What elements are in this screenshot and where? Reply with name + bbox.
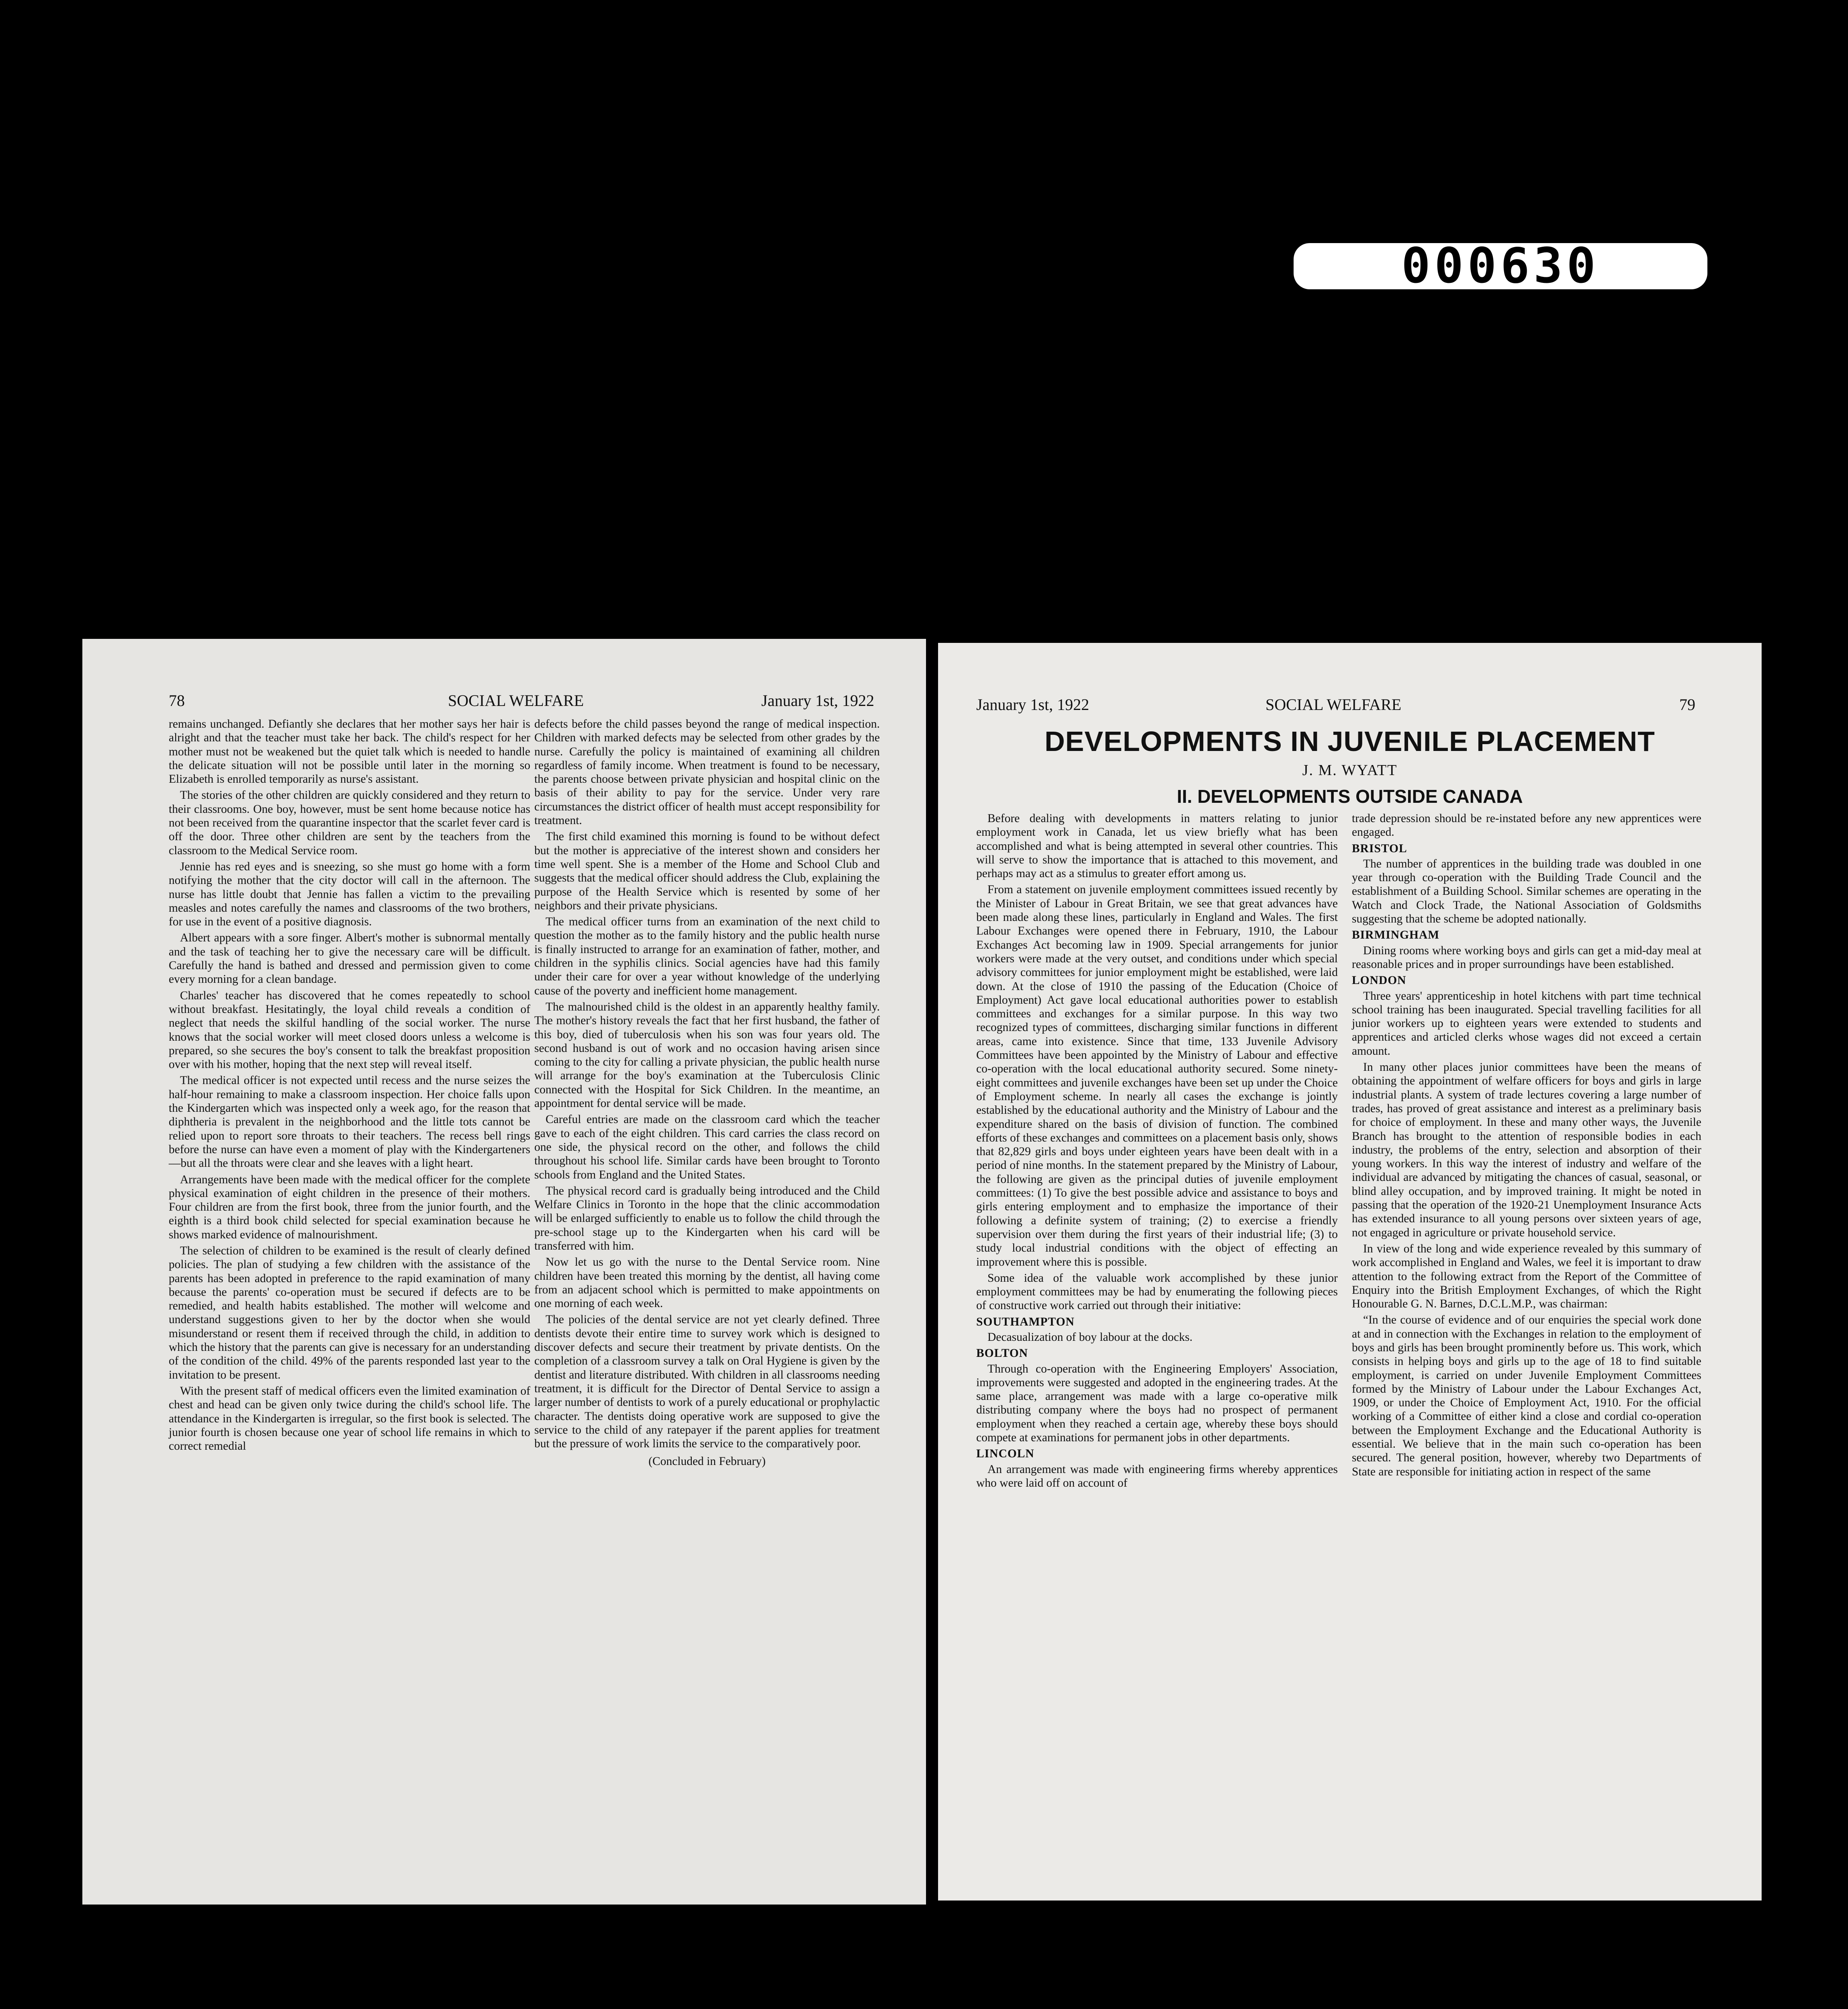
section-title: II. DEVELOPMENTS OUTSIDE CANADA: [1177, 786, 1523, 807]
right-column-2: [1352, 812, 1701, 1481]
right-page: [938, 643, 1762, 1901]
paragraph: Now let us go with the nurse to the Dental Service room. Nine children have been treated this morning by the dentist, all having come from an adjacent school which is permitted to make appointments on one morning of each week.: [534, 1256, 880, 1310]
paragraph: Three years' apprenticeship in hotel kitchens with part time technical school training has been inaugurated. Special travelling facilities for all junior workers up to eighteen years were extended to students and apprentices and articled clerks whose wages did not exceed a certain amount.: [1352, 989, 1701, 1058]
left-page-header: [82, 691, 926, 715]
section-subheading: BOLTON: [976, 1347, 1028, 1360]
paragraph: The first child examined this morning is found to be without defect but the mother is appreciative of the interest shown and considers her time well spent. She is a member of the Home and School Club and suggests that the medical officer should address the Club, explaining the purpose of the Health Service which is resented by some of her neighbors and their private physicians.: [534, 830, 880, 912]
paragraph: The selection of children to be examined is the result of clearly defined policies. The plan of studying a few children with the assistance of the parents has been adopted in preference to the rapid examination of many because the parents' co-operation must be secured if defects are to be remedied, and health habits established. The mother will welcome and understand suggestions given to her by the doctor when she would misunderstand or resent them if received through the child, in addition to which the history that the parents can give is necessary for an understanding of the condition of the child. 49% of the parents responded last year to the invitation to be present.: [169, 1244, 530, 1381]
paragraph: Some idea of the valuable work accomplished by these junior employment committees may be had by enumerating the following pieces of constructive work carried out through their initiative:: [976, 1271, 1338, 1312]
left-column-2: [534, 717, 880, 1471]
continuation-note: (Concluded in February): [648, 1455, 766, 1468]
paragraph: The physical record card is gradually being introduced and the Child Welfare Clinics in Toronto in the hope that the clinic accommodation will be enlarged sufficiently to enable us to follow the child through the pre-school stage up to the Kindergarten when his card will be transferred with him.: [534, 1184, 880, 1252]
paragraph: defects before the child passes beyond the range of medical inspection. Children with marked defects may be selected from other grades by the nurse. Carefully the policy is maintained of examining all children regardless of family income. When treatment is found to be necessary, the parents choose between private physician and hospital clinic on the basis of their ability to pay for the service. Under very rare circumstances the district officer of health must accept responsibility for treatment.: [534, 718, 880, 827]
paragraph: The medical officer turns from an examination of the next child to question the mother as to the family history and the public health nurse is finally instructed to arrange for an examination of father, mother, and children in the syphilis clinics. Social agencies have had this family under their care for over a year without knowledge of the underlying cause of the poverty and inefficient home management.: [534, 915, 880, 997]
paragraph: In many other places junior committees have been the means of obtaining the appointment of welfare officers for boys and girls in large industrial plants. A system of trade lectures covering a large number of trades, has proved of great assistance and interest as a preliminary basis for choice of employment. In these and many other ways, the Juvenile Branch has brought to the attention of responsible bodies in each industry, the problems of the entry, selection and absorption of their young workers. In this way the interest of industry and welfare of the individual are advanced by mitigating the chances of casual, seasonal, or blind alley occupation, and by improved training. It might be noted in passing that the operation of the 1920-21 Unemployment Insurance Acts has extended insurance to all young persons over sixteen years of age, not engaged in agriculture or private household service.: [1352, 1061, 1701, 1239]
paragraph: The medical officer is not expected until recess and the nurse seizes the half-hour remaining to make a classroom inspection. Her choice falls upon the Kindergarten which was inspected only a week ago, for the reason that diphtheria is prevalent in the neighborhood and the little tots cannot be relied upon to report sore throats to their teachers. The recess bell rings before the nurse can have even a moment of play with the Kindergarteners—but all the throats were clear and she leaves with a light heart.: [169, 1074, 530, 1170]
running-title: SOCIAL WELFARE: [448, 691, 584, 710]
paragraph: Charles' teacher has discovered that he comes repeatedly to school without breakfast. Hesitatingly, the loyal child reveals a condition of neglect that needs the skilful handling of the social worker. The nurse knows that the social worker will meet closed doors unless a welcome is prepared, so she secures the boy's consent to talk the breakfast proposition over with his mother, hoping that the next step will reveal itself.: [169, 989, 530, 1071]
left-page: [82, 639, 926, 1905]
paragraph: Dining rooms where working boys and girls can get a mid-day meal at reasonable prices and in proper surroundings have been established.: [1352, 944, 1701, 971]
paragraph: trade depression should be re-instated before any new apprentices were engaged.: [1352, 812, 1701, 839]
paragraph: Before dealing with developments in matters relating to junior employment work in Canada, let us view briefly what has been accomplished and what is being attempted in several other countries. This will serve to show the importance that is attached to this movement, and perhaps may act as a stimulus to greater effort among us.: [976, 812, 1338, 880]
paragraph: Careful entries are made on the classroom card which the teacher gave to each of the eight children. This card carries the class record on one side, the physical record on the other, and follows the child throughout his school life. Similar cards have been brought to Toronto schools from England and the United States.: [534, 1113, 880, 1181]
article-title: DEVELOPMENTS IN JUVENILE PLACEMENT: [1045, 726, 1655, 757]
paragraph: Albert appears with a sore finger. Albert's mother is subnormal mentally and the task of teaching her to give the necessary care will be difficult. Carefully the hand is bathed and dressed and permission given to come every morning for a clean bandage.: [169, 931, 530, 986]
section-subheading: BIRMINGHAM: [1352, 929, 1440, 942]
section-subheading: SOUTHAMPTON: [976, 1315, 1075, 1328]
paragraph: The stories of the other children are quickly considered and they return to their classrooms. One boy, however, must be sent home because notice has not been received from the quarantine inspector that the scarlet fever card is off the door. Three other children are sent by the teachers from the classroom to the Medical Service room.: [169, 789, 530, 857]
section-subheading: LONDON: [1352, 974, 1406, 987]
issue-date: January 1st, 1922: [761, 691, 875, 710]
article-author: J. M. WYATT: [1302, 762, 1398, 779]
paragraph: An arrangement was made with engineering firms whereby apprentices who were laid off on account of: [976, 1463, 1338, 1489]
paragraph: The number of apprentices in the building trade was doubled in one year through co-operation with the Building Trade Council and the establishment of a Building School. Similar schemes are operating in the Watch and Clock Trade, the National Association of Goldsmiths suggesting that the scheme be adopted nationally.: [1352, 857, 1701, 926]
paragraph: Through co-operation with the Engineering Employers' Association, improvements were suggested and adopted in the engineering trades. At the same place, arrangement was made with a large co-operative milk distributing company where the boys had no prospect of permanent employment when they reached a certain age, whereby these boys should compete at examinations for permanent jobs in other departments.: [976, 1362, 1338, 1444]
paragraph: With the present staff of medical officers even the limited examination of chest and head can be given only twice during the child's school life. The attendance in the Kindergarten is irregular, so the first book is selected. The junior fourth is chosen because one year of school life remains in which to correct remedial: [169, 1384, 530, 1453]
left-column-1: [169, 717, 530, 1455]
section-subheading: LINCOLN: [976, 1447, 1034, 1461]
paragraph: Arrangements have been made with the medical officer for the complete physical examination of eight children in the presence of their mothers. Four children are from the first book, three from the junior fourth, and the eighth is a third book child selected for special examination because he shows marked evidence of malnourishment.: [169, 1173, 530, 1241]
paragraph: In view of the long and wide experience revealed by this summary of work accomplished in England and Wales, we feel it is important to draw attention to the following extract from the Report of the Committee of Enquiry into the British Employment Exchanges, of which the Right Honourable G. N. Barnes, D.C.L.M.P., was chairman:: [1352, 1242, 1701, 1311]
right-column-1: [976, 812, 1338, 1492]
page-number: 78: [169, 691, 185, 710]
section-subheading: BRISTOL: [1352, 842, 1407, 855]
paragraph: “In the course of evidence and of our enquiries the special work done at and in connection with the Exchanges in relation to the employment of boys and girls has been brought prominently before us. This work, which consists in helping boys and girls up to the age of 18 to find suitable employment, is carried on under Juvenile Employment Committees formed by the Ministry of Labour under the Labour Exchanges Act, 1909, or under the Choice of Employment Act, 1910. For the official working of a Committee of either kind a close and cordial co-operation between the Employment Exchange and the Educational Authority is essential. We believe that in the main such co-operation has been secured. The general position, however, whereby two Departments of State are responsible for initiating action in respect of the same: [1352, 1313, 1701, 1478]
paragraph: Decasualization of boy labour at the docks.: [987, 1330, 1193, 1344]
issue-date: January 1st, 1922: [976, 696, 1090, 714]
paragraph: Jennie has red eyes and is sneezing, so she must go home with a form notifying the mother that the city doctor will call in the afternoon. The nurse has little doubt that Jennie has fallen a victim to the prevailing measles and notes carefully the names and classrooms of the two brothers, for use in the event of a positive diagnosis.: [169, 860, 530, 929]
paragraph: The malnourished child is the oldest in an apparently healthy family. The mother's history reveals the fact that her first husband, the father of this boy, died of tuberculosis when his son was four years old. The second husband is out of work and no occasion having arisen since coming to the city for calling a private physician, the public health nurse will arrange for the boy's examination at the Tuberculosis Clinic connected with the Hospital for Sick Children. In the meantime, an appointment for dental service will be made.: [534, 1000, 880, 1110]
paragraph: The policies of the dental service are not yet clearly defined. Three dentists devote their entire time to survey work which is designed to discover defects and secure their treatment by private dentists. On the completion of a classroom survey a talk on Oral Hygiene is given by the dentist and literature distributed. With children in all classrooms needing treatment, it is difficult for the Director of Dental Service to assign a larger number of dentists to work of a purely educational or prophylactic character. The dentists doing operative work are supposed to give the service to the child of any ratepayer if the parent applies for treatment but the pressure of work limits the service to the comparatively poor.: [534, 1313, 880, 1450]
page-number: 79: [1679, 696, 1695, 714]
right-page-header: [938, 695, 1762, 719]
running-title: SOCIAL WELFARE: [1265, 696, 1402, 714]
paragraph: remains unchanged. Defiantly she declares that her mother says her hair is alright and that the teacher must take her back. The child's respect for her mother must not be weakened but the quiet talk which is needed to handle the delicate situation will not be possible until later in the morning so Elizabeth is enrolled temporarily as nurse's assistant.: [169, 718, 530, 786]
paragraph: From a statement on juvenile employment committees issued recently by the Minister of Labour in Great Britain, we see that great advances have been made along these lines, particularly in England and Wales. The first Labour Exchanges were opened there in February, 1910, the Labour Exchanges Act becoming law in 1909. Special arrangements for junior workers were made at the very outset, and conditions under which special advisory committees for junior employment might be established, were laid down. At the close of 1910 the passing of the Education (Choice of Employment) Act gave local educational authorities power to establish committees and exchanges for a similar purpose. In this way two recognized types of committees, discharging similar functions in different areas, came into existence. Since that time, 133 Juvenile Advisory Committees have been appointed by the Ministry of Labour and effective co-operation with the local educational authority secured. Some ninety-eight committees and juvenile exchanges have been set up under the Choice of Employment scheme. In nearly all cases the exchange is jointly established by the educational authority and the Ministry of Labour and the expenditure shared on the basis of division of function. The combined efforts of these exchanges and committees on a placement basis only, shows that 82,829 girls and boys under eighteen years have been dealt with in a period of nine months. In the statement prepared by the Ministry of Labour, the following are given as the principal duties of juvenile employment committees: (1) To give the best possible advice and assistance to boys and girls entering employment and to emphasize the importance of their following a definite system of training; (2) to exercise a friendly supervision over them during the first years of their industrial life; (3) to study local industrial conditions with the object of effecting an improvement where this is possible.: [976, 883, 1338, 1268]
microfilm-frame-number: 000630: [1294, 243, 1707, 289]
